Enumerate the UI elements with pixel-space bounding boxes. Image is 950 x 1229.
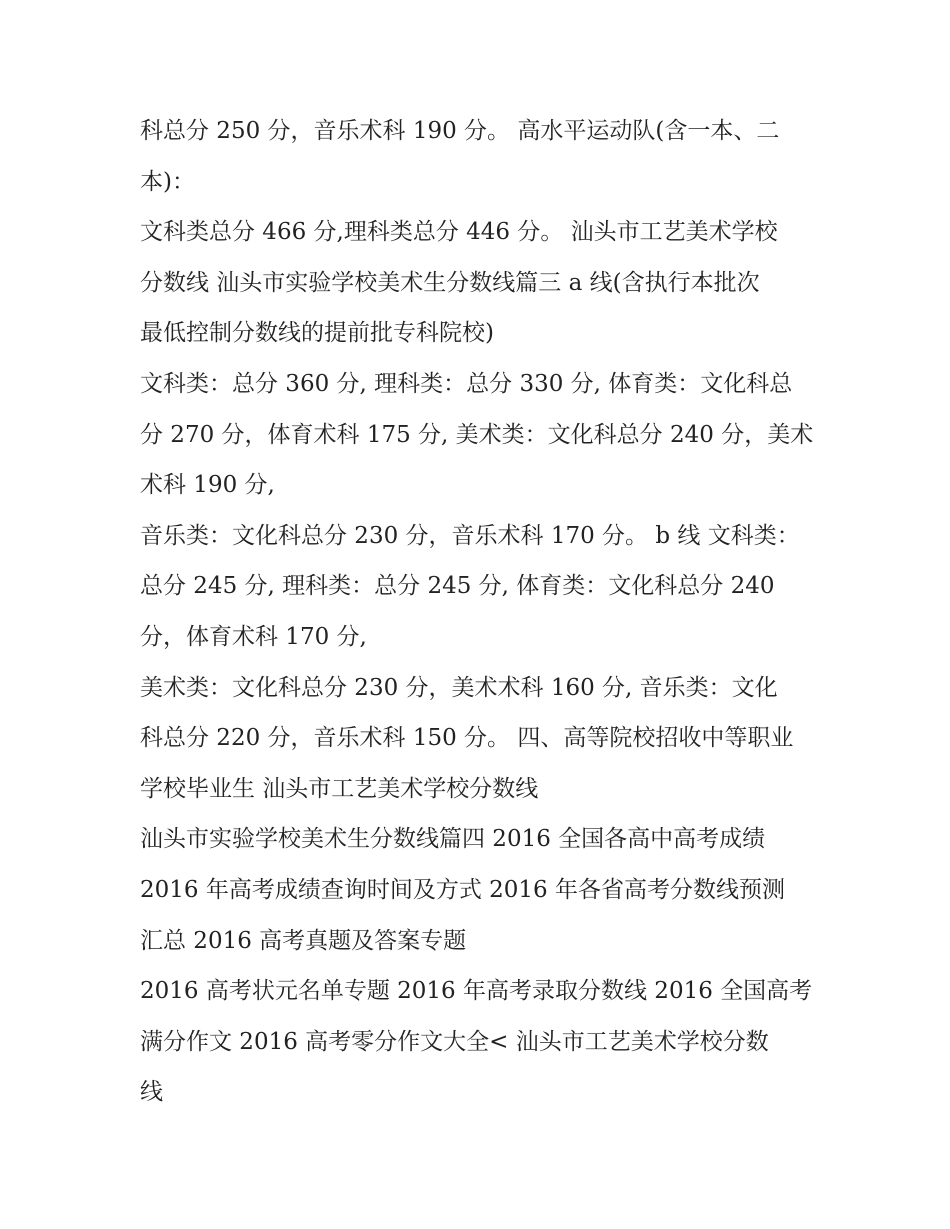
- text-line: 满分作文 2016 高考零分作文大全< 汕头市工艺美术学校分数: [140, 1028, 769, 1055]
- text-line: 学校毕业生 汕头市工艺美术学校分数线: [140, 775, 539, 802]
- text-line: 2016 高考状元名单专题 2016 年高考录取分数线 2016 全国高考: [140, 978, 813, 1005]
- text-line: 总分 245 分, 理科类：总分 245 分, 体育类：文化科总分 240: [140, 573, 775, 600]
- text-line: 美术类：文化科总分 230 分，美术术科 160 分, 音乐类：文化: [140, 674, 778, 701]
- text-line: 文科类：总分 360 分, 理科类：总分 330 分, 体育类：文化科总: [140, 370, 793, 397]
- text-line: 科总分 220 分，音乐术科 150 分。 四、高等院校招收中等职业: [140, 725, 794, 752]
- text-line: 音乐类：文化科总分 230 分，音乐术科 170 分。 b 线 文科类：: [140, 522, 800, 549]
- text-line: 分 270 分，体育术科 175 分, 美术类：文化科总分 240 分，美术: [140, 421, 814, 448]
- text-line: 最低控制分数线的提前批专科院校): [140, 320, 494, 347]
- text-line: 线: [140, 1079, 163, 1106]
- text-line: 汇总 2016 高考真题及答案专题: [140, 927, 467, 954]
- text-line: 文科类总分 466 分,理科类总分 446 分。 汕头市工艺美术学校: [140, 219, 778, 246]
- text-line: 本)：: [140, 168, 195, 195]
- text-line: 分，体育术科 170 分,: [140, 623, 367, 650]
- text-line: 2016 年高考成绩查询时间及方式 2016 年各省高考分数线预测: [140, 876, 785, 903]
- body-text: [140, 106, 820, 1118]
- text-line: 术科 190 分,: [140, 472, 275, 499]
- text-line: 分数线 汕头市实验学校美术生分数线篇三 a 线(含执行本批次: [140, 269, 760, 296]
- text-line: 汕头市实验学校美术生分数线篇四 2016 全国各高中高考成绩: [140, 826, 766, 853]
- text-line: 科总分 250 分，音乐术科 190 分。 高水平运动队(含一本、二: [140, 118, 780, 144]
